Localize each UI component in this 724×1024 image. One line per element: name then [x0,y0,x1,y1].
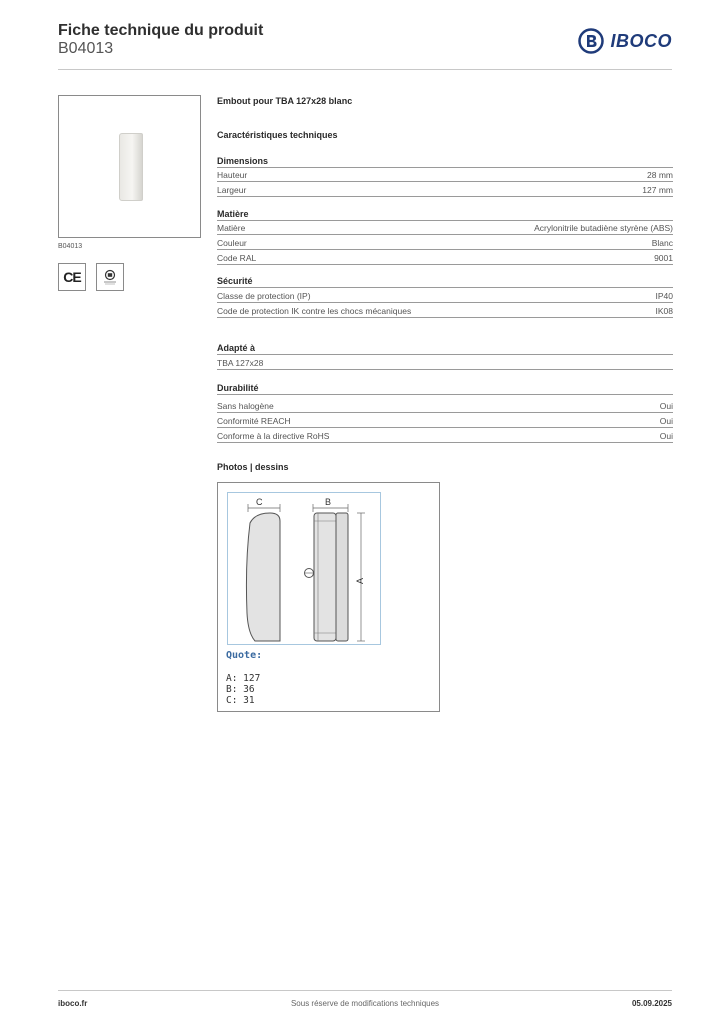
spec-value: 9001 [654,252,673,263]
spec-row [217,304,673,318]
dim-label-b: B [325,497,332,507]
section-securite-title: Sécurité [217,276,673,288]
spec-row [217,251,673,265]
spec-label: Classe de protection (IP) [217,290,311,301]
dim-label-a: A [355,577,365,584]
spec-value: Oui [659,430,673,441]
quote-line: A: 127 [226,673,261,684]
product-photo [58,95,201,238]
section-adapte-title: Adapté à [217,343,673,355]
spec-row [217,236,673,250]
spec-value: 127 mm [642,184,673,195]
spec-label: Matière [217,222,246,233]
drawing-frame [227,492,381,645]
footer-date: 05.09.2025 [631,999,672,1008]
spec-value: Blanc [651,237,673,248]
photo-caption: B04013 [58,243,83,250]
product-image [119,133,143,201]
quote-line: C: 31 [226,695,255,706]
spec-row [217,168,673,182]
logo-text: IBOCO [610,30,672,51]
spec-label: Conforme à la directive RoHS [217,430,330,441]
spec-value: Acrylonitrile butadiène styrène (ABS) [534,222,673,233]
photos-title: Photos | dessins [217,462,289,472]
spec-label: Couleur [217,237,247,248]
product-code: B04013 [58,40,114,57]
spec-value: IK08 [655,305,673,316]
ce-mark-icon: CE [58,263,86,291]
spec-row [217,289,673,303]
quote-title: Quote: [226,650,263,661]
spec-row [217,356,673,370]
spec-value: Oui [659,400,673,411]
characteristics-title: Caractéristiques techniques [217,130,338,140]
technical-drawing [217,482,440,712]
iboco-logo [578,28,672,54]
product-name: Embout pour TBA 127x28 blanc [217,96,353,106]
spec-label: Sans halogène [217,400,274,411]
spec-row [217,221,673,235]
spec-row [217,429,673,443]
footer-website: iboco.fr [58,999,88,1008]
spec-value: IP40 [655,290,673,301]
page-footer [58,990,672,1016]
spec-label: Code RAL [217,252,257,263]
spec-label: Hauteur [217,169,248,180]
section-dimensions-title: Dimensions [217,156,673,168]
quote-line: B: 36 [226,684,255,695]
spec-label: TBA 127x28 [217,357,264,368]
certification-icon [96,263,124,291]
section-durabilite-title: Durabilité [217,383,673,395]
section-matiere-title: Matière [217,209,673,221]
spec-label: Code de protection IK contre les chocs mécaniques [217,305,412,316]
spec-label: Conformité REACH [217,415,291,426]
spec-row [217,414,673,428]
spec-row [217,183,673,197]
spec-label: Largeur [217,184,247,195]
spec-row [217,399,673,413]
spec-value: 28 mm [647,169,673,180]
page-title: Fiche technique du produit [58,22,264,39]
iboco-logo-icon [578,28,604,54]
dim-label-c: C [256,497,263,507]
page-header [58,20,672,70]
footer-disclaimer: Sous réserve de modifications techniques [290,999,440,1008]
dimension-drawing [228,493,379,643]
spec-value: Oui [659,415,673,426]
